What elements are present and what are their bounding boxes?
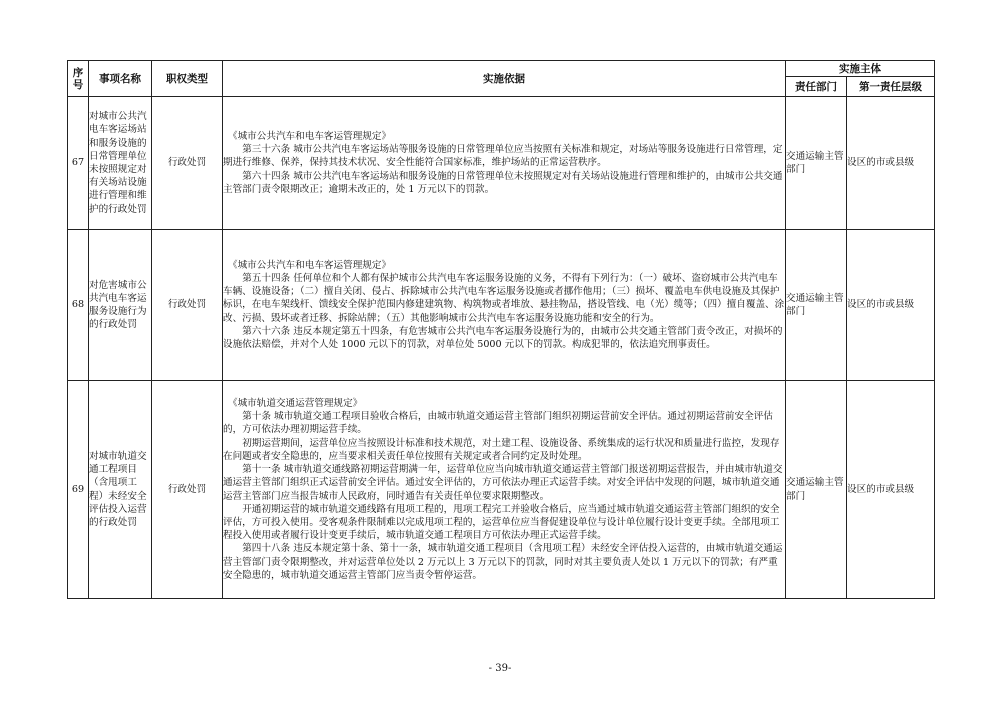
enforcement-table bbox=[67, 60, 935, 599]
law-title: 《城市公共汽车和电车客运管理规定》 bbox=[228, 130, 392, 142]
header-row-1 bbox=[68, 61, 935, 77]
basis-cell bbox=[223, 97, 786, 230]
responsible-dept: 交通运输主管部门 bbox=[786, 381, 847, 599]
authority-type: 行政处罚 bbox=[152, 230, 223, 381]
header-basis: 实施依据 bbox=[223, 61, 786, 97]
basis-paragraph: 第六十六条 违反本规定第五十四条，有危害城市公共汽电车客运服务设施行为的，由城市公共交通主管部门责令改正，对损坏的设施依法赔偿，并对个人处 1000 元以下的罚款，对单位处 5000 元以下的罚款。构成犯罪的，依法追究刑事责任。 bbox=[223, 325, 783, 350]
page-number: - 39- bbox=[488, 663, 512, 674]
basis-paragraph: 第三十六条 城市公共汽电车客运场站等服务设施的日常管理单位应当按照有关标准和规定，对场站等服务设施进行日常管理，定期进行维修、保养，保持其技术状况、安全性能符合国家标准，维护场站的正常运营秩序。 bbox=[223, 144, 783, 169]
header-level: 第一责任层级 bbox=[847, 77, 935, 97]
basis-paragraph: 开通初期运营的城市轨道交通线路有甩项工程的，甩项工程完工并验收合格后，应当通过城市轨道交通运营主管部门组织的安全评估，方可投入使用。受客观条件限制难以完成甩项工程的，运营单位应当督促建设单位与设计单位履行设计变更手续。全部甩项工程投入使用或者履行设计变更手续后，城市轨道交通工程项目方可依法办理正式运营手续。 bbox=[223, 503, 780, 542]
responsibility-level: 设区的市或县级 bbox=[847, 230, 935, 381]
header-subject: 实施主体 bbox=[786, 61, 935, 77]
basis-paragraph: 第十一条 城市轨道交通线路初期运营期满一年，运营单位应当向城市轨道交通运营主管部门报送初期运营报告，并由城市轨道交通运营主管部门组织正式运营前安全评估。通过安全评估的，方可依法办理正式运营手续。对安全评估中发现的问题，城市轨道交通运营主管部门应当报告城市人民政府，同时通告有关责任单位要求限期整改。 bbox=[223, 464, 783, 502]
basis-paragraph: 第六十四条 城市公共汽电车客运场站和服务设施的日常管理单位未按照规定对有关场站设施进行管理和维护的，由城市公共交通主管部门责令限期改正；逾期未改正的，处 1 万元以下的罚款。 bbox=[223, 170, 783, 195]
responsibility-level: 设区的市或县级 bbox=[847, 381, 935, 599]
responsible-dept: 交通运输主管部门 bbox=[786, 230, 847, 381]
header-dept: 责任部门 bbox=[786, 77, 847, 97]
row-number: 69 bbox=[68, 381, 89, 599]
header-seq: 序号 bbox=[68, 61, 89, 97]
basis-cell bbox=[223, 381, 786, 599]
item-name: 对城市公共汽电车客运场站和服务设施的日常管理单位未按照规定对有关场站设施进行管理和维护的行政处罚 bbox=[89, 97, 152, 230]
basis-paragraph: 第四十八条 违反本规定第十条、第十一条，城市轨道交通工程项目（含甩项工程）未经安全评估投入运营的，由城市轨道交通运营主管部门责令限期整改，并对运营单位处以 2 万元以上 3 万元以下的罚款，同时对其主要负责人处以 1 万元以下的罚款；有严重安全隐患的，城市轨道交通运营主管部门应当责令暂停运营。 bbox=[223, 543, 783, 581]
responsible-dept: 交通运输主管部门 bbox=[786, 97, 847, 230]
header-item-name: 事项名称 bbox=[89, 61, 152, 97]
law-title: 《城市公共汽车和电车客运管理规定》 bbox=[228, 259, 392, 271]
law-title: 《城市轨道交通运营管理规定》 bbox=[228, 398, 363, 410]
responsibility-level: 设区的市或县级 bbox=[847, 97, 935, 230]
item-name: 对危害城市公共汽电车客运服务设施行为的行政处罚 bbox=[89, 230, 152, 381]
table-row bbox=[68, 381, 935, 599]
row-number: 67 bbox=[68, 97, 89, 230]
basis-paragraph: 第五十四条 任何单位和个人都有保护城市公共汽电车客运服务设施的义务，不得有下列行为：（一）破坏、盗窃城市公共汽电车车辆、设施设备；（二）擅自关闭、侵占、拆除城市公共汽电车客运服务设施或者挪作他用；（三）损坏、覆盖电车供电设施及其保护标识，在电车架线杆、馈线安全保护范围内修建建筑物、构筑物或者堆放、悬挂物品，搭设管线、电（光）缆等；（四）擅自覆盖、涂改、污损、毁坏或者迁移、拆除站牌；（五）其他影响城市公共汽电车客运服务设施功能和安全的行为。 bbox=[223, 272, 785, 324]
table-row bbox=[68, 97, 935, 230]
row-number: 68 bbox=[68, 230, 89, 381]
basis-cell bbox=[223, 230, 786, 381]
basis-paragraph: 初期运营期间，运营单位应当按照设计标准和技术规范，对土建工程、设施设备、系统集成的运行状况和质量进行监控，发现存在问题或者安全隐患的，应当要求相关责任单位按照有关规定或者合同约定及时处理。 bbox=[223, 437, 780, 462]
authority-type: 行政处罚 bbox=[152, 381, 223, 599]
basis-paragraph: 第十条 城市轨道交通工程项目验收合格后，由城市轨道交通运营主管部门组织初期运营前安全评估。通过初期运营前安全评估的，方可依法办理初期运营手续。 bbox=[223, 411, 773, 436]
table-row bbox=[68, 230, 935, 381]
authority-type: 行政处罚 bbox=[152, 97, 223, 230]
item-name: 对城市轨道交通工程项目（含甩项工程）未经安全评估投入运营的行政处罚 bbox=[89, 381, 152, 599]
header-authority-type: 职权类型 bbox=[152, 61, 223, 97]
